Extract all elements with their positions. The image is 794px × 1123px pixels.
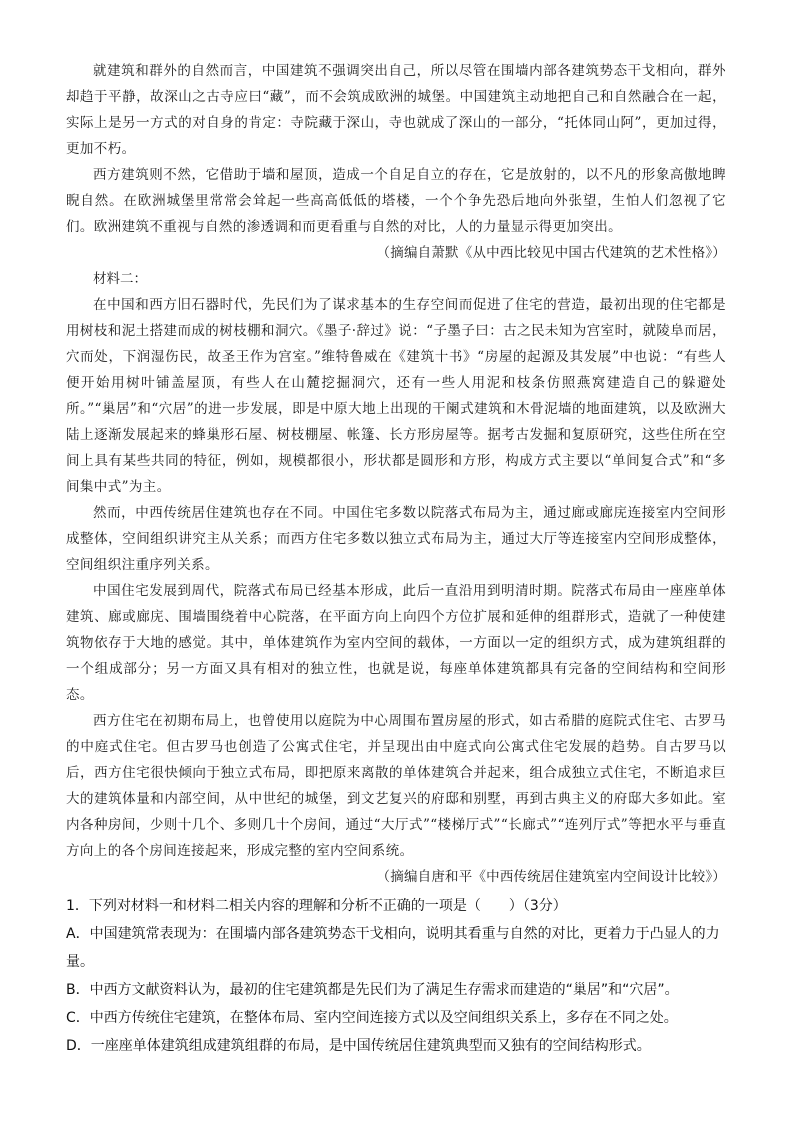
paragraph: 然而，中西传统居住建筑也存在不同。中国住宅多数以院落式布局为主，通过廊或廊庑连接室内空间形成整体，空间组织讲究主从关系；而西方住宅多数以独立式布局为主，通过大厅等连接室内空间形成整体，空间组织注重序列关系。 — [66, 505, 726, 573]
paragraph: 就建筑和群外的自然而言，中国建筑不强调突出自己，所以尽管在围墙内部各建筑势态干戈相向，群外却趋于平静，故深山之古寺应曰“藏”，而不会筑成欧洲的城堡。中国建筑主动地把自己和自然融合在一起，实际上是另一方式的对自身的肯定：寺院藏于深山，寺也就成了深山的一部分，“托体同山阿”，更加过得，更加不朽。 — [66, 63, 726, 157]
option-d[interactable]: D．一座座单体建筑组成建筑组群的布局，是中国传统居住建筑典型而又独有的空间结构形式。 — [66, 1038, 651, 1054]
paragraph: 西方住宅在初期布局上，也曾使用以庭院为中心周围布置房屋的形式，如古希腊的庭院式住宅、古罗马的中庭式住宅。但古罗马也创造了公寓式住宅，并呈现出由中庭式向公寓式住宅发展的趋势。自古罗马以后，西方住宅很快倾向于独立式布局，即把原来离散的单体建筑合并起来，组合成独立式住宅，不断追求巨大的建筑体量和内部空间，从中世纪的城堡，到文艺复兴的府邸和别墅，再到古典主义的府邸大多如此。室内各种房间，少则十几个、多则几十个房间，通过“大厅式”“楼梯厅式”“长廊式”“连列厅式”等把水平与垂直方向上的各个房间连接起来，形成完整的室内空间系统。 — [66, 713, 726, 859]
paragraph: 在中国和西方旧石器时代，先民们为了谋求基本的生存空间而促进了住宅的营造，最初出现的住宅都是用树枝和泥土搭建而成的树枝棚和洞穴。《墨子·辞过》说：“子墨子曰：古之民未知为宫室时，就陵阜而居，穴而处，下润湿伤民，故圣王作为宫室。”维特鲁威在《建筑十书》“房屋的起源及其发展”中也说：“有些人便开始用树叶铺盖屋顶，有些人在山麓挖掘洞穴，还有一些人用泥和枝条仿照燕窝建造自己的躲避处所。”“巢居”和“穴居”的进一步发展，即是中原大地上出现的干阑式建筑和木骨泥墙的地面建筑，以及欧洲大陆上逐渐发展起来的蜂巢形石屋、树枝棚屋、帐篷、长方形房屋等。据考古发掘和复原研究，这些住所在空间上具有某些共同的特征，例如，规模都很小，形状都是圆形和方形，构成方式主要以“单间复合式”和“多间集中式”为主。 — [66, 297, 726, 495]
material-label: 材料二： — [93, 271, 147, 287]
paragraph: 西方建筑则不然，它借助于墙和屋顶，造成一个自足自立的存在，它是放射的，以不凡的形象高傲地睥睨自然。在欧洲城堡里常常会耸起一些高高低低的塔楼，一个个争先恐后地向外张望，生怕人们忽视了它们。欧洲建筑不重视与自然的渗透调和而更看重与自然的对比，人的力量显示得更加突出。 — [66, 167, 726, 235]
source-citation: （摘编自萧默《从中西比较见中国古代建筑的艺术性格》） — [376, 245, 726, 261]
paragraph: 中国住宅发展到周代，院落式布局已经基本形成，此后一直沿用到明清时期。院落式布局由一座座单体建筑、廊或廊庑、围墙围绕着中心院落，在平面方向上向四个方位扩展和延伸的组群形式，造就了一种使建筑物依存于大地的感觉。其中，单体建筑作为室内空间的载体，一方面以一定的组织方式，成为建筑组群的一个组成部分；另一方面又具有相对的独立性，也就是说，每座单体建筑都具有完备的空间结构和空间形态。 — [66, 583, 726, 703]
option-c[interactable]: C．中西方传统住宅建筑，在整体布局、室内空间连接方式以及空间组织关系上，多存在不同之处。 — [66, 1010, 678, 1026]
option-b[interactable]: B．中西方文献资料认为，最初的住宅建筑都是先民们为了满足生存需求而建造的“巢居”和“穴居”。 — [66, 982, 679, 998]
question-block — [66, 892, 726, 1060]
document-page — [66, 58, 726, 1060]
question-stem: 1．下列对材料一和材料二相关内容的理解和分析不正确的一项是（ ）（3分） — [66, 898, 567, 914]
option-a[interactable]: A．中国建筑常表现为：在围墙内部各建筑势态干戈相向，说明其看重与自然的对比，更着力于凸显人的力量。 — [66, 926, 720, 970]
source-citation: （摘编自唐和平《中西传统居住建筑室内空间设计比较》） — [376, 869, 726, 885]
